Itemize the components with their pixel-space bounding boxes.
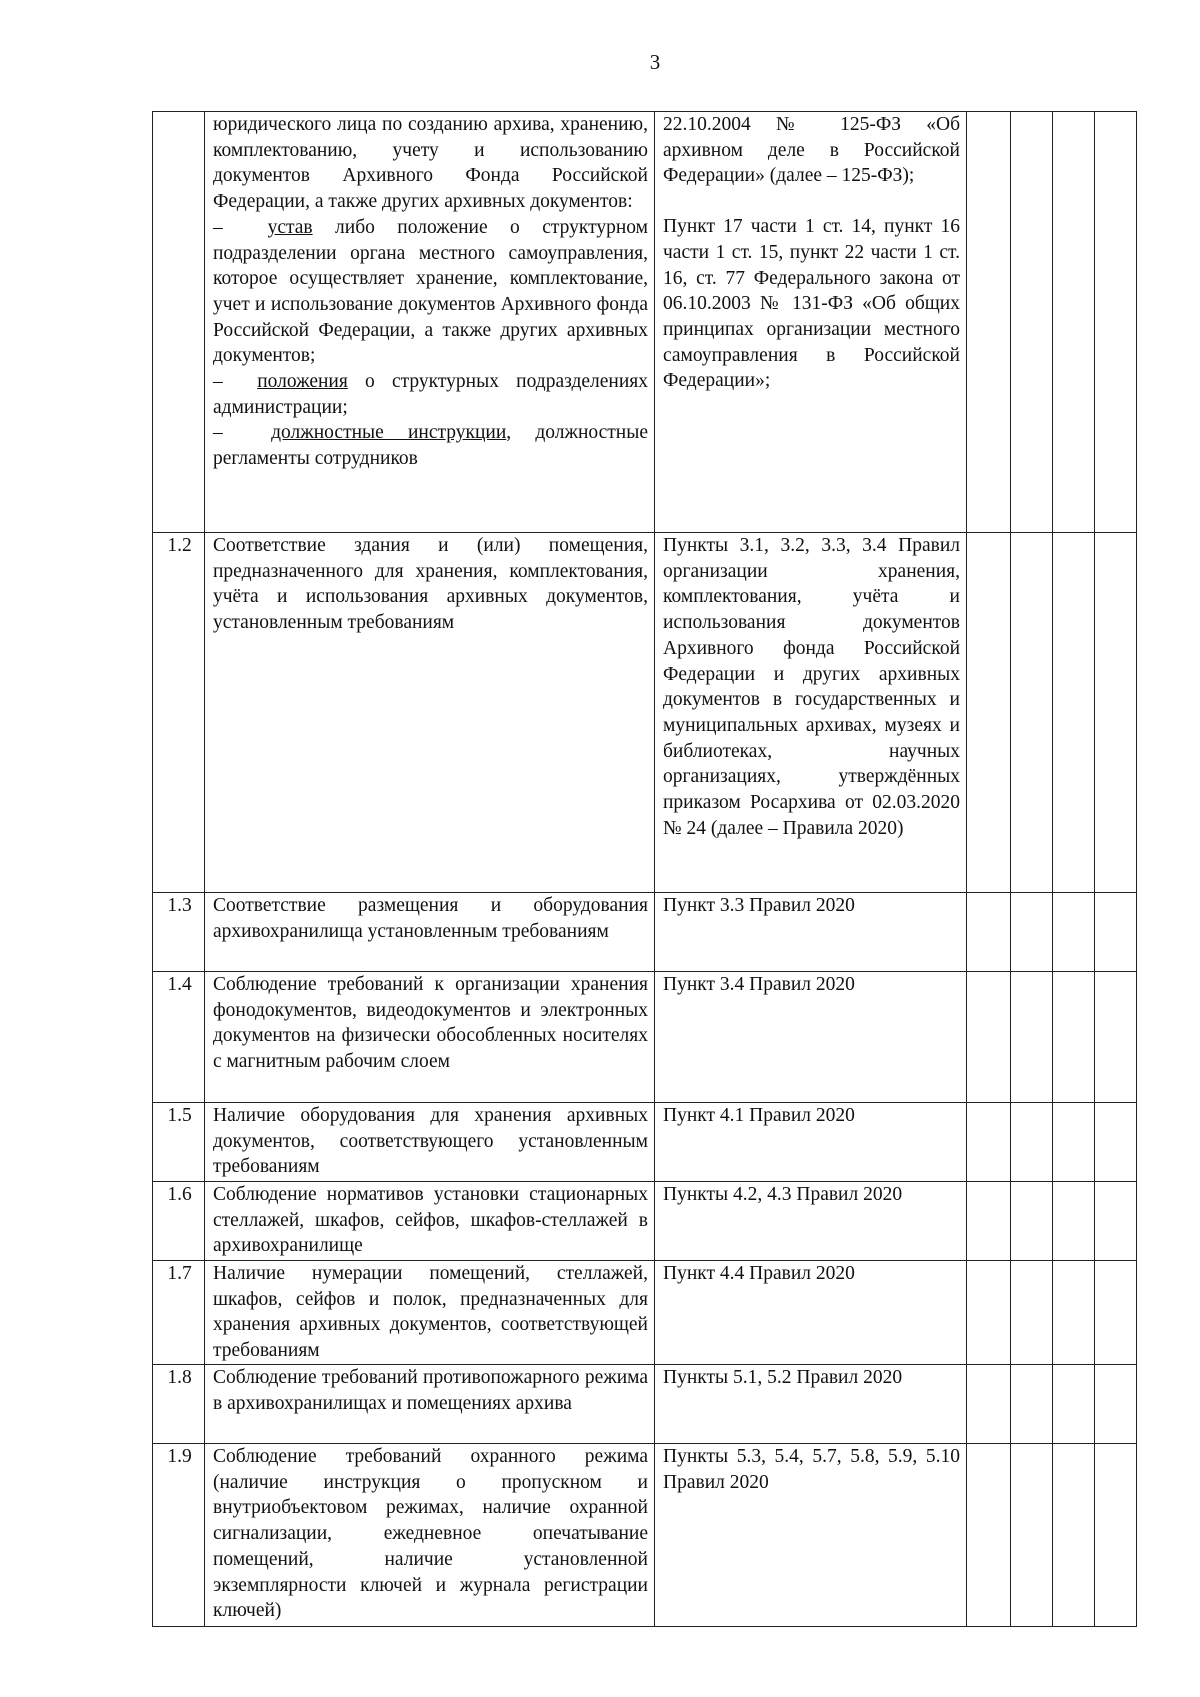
- requirement-cell: [205, 112, 655, 533]
- mark-cell: [1011, 533, 1053, 893]
- legal-basis-cell: Пункты 4.2, 4.3 Правил 2020: [655, 1182, 967, 1261]
- mark-cell: [1053, 1365, 1095, 1444]
- row-number: 1.2: [153, 533, 205, 893]
- underlined-term: должностные инструкции: [271, 422, 507, 444]
- mark-cell: [1095, 1365, 1137, 1444]
- list-item: [213, 215, 648, 369]
- legal-basis-cell: [655, 112, 967, 533]
- mark-cell: [1011, 1103, 1053, 1182]
- table-row: [153, 112, 1137, 533]
- requirement-cell: Наличие оборудования для хранения архивных документов, соответствующего установленным требованиям: [205, 1103, 655, 1182]
- checklist-table: [152, 111, 1137, 1627]
- requirement-intro: юридического лица по созданию архива, хранению, комплектованию, учету и использованию документов Архивного Фонда Российской Федерации, а также других архивных документов:: [213, 114, 648, 213]
- mark-cell: [1011, 1365, 1053, 1444]
- mark-cell: [1095, 533, 1137, 893]
- mark-cell: [967, 1103, 1011, 1182]
- legal-basis-cell: Пункты 3.1, 3.2, 3.3, 3.4 Правил организации хранения, комплектования, учёта и использования документов Архивного фонда Российской Федерации и других архивных документов в государственных и муниципальных архивах, музеях и библиотеках, научных организациях, утверждённых приказом Росархива от 02.03.2020 № 24 (далее – Правила 2020): [655, 533, 967, 893]
- mark-cell: [1011, 1444, 1053, 1627]
- mark-cell: [1053, 112, 1095, 533]
- mark-cell: [1011, 893, 1053, 972]
- table-row: [153, 1365, 1137, 1444]
- requirement-cell: Соблюдение требований противопожарного режима в архивохранилищах и помещениях архива: [205, 1365, 655, 1444]
- list-item-text: , должностные регламенты сотрудников: [213, 422, 648, 470]
- mark-cell: [1095, 972, 1137, 1103]
- mark-cell: [1053, 1444, 1095, 1627]
- row-number: [153, 112, 205, 533]
- table-row: [153, 1444, 1137, 1627]
- legal-basis-cell: Пункт 3.4 Правил 2020: [655, 972, 967, 1103]
- mark-cell: [1011, 972, 1053, 1103]
- legal-basis-cell: Пункты 5.3, 5.4, 5.7, 5.8, 5.9, 5.10 Правил 2020: [655, 1444, 967, 1627]
- mark-cell: [1095, 1261, 1137, 1365]
- row-number: 1.6: [153, 1182, 205, 1261]
- mark-cell: [1011, 1261, 1053, 1365]
- dash: –: [213, 371, 223, 393]
- legal-basis-cell: Пункт 4.4 Правил 2020: [655, 1261, 967, 1365]
- mark-cell: [967, 1444, 1011, 1627]
- list-item: [213, 369, 648, 420]
- list-item-text: о структурных подразделениях администрации;: [213, 371, 649, 418]
- mark-cell: [1053, 972, 1095, 1103]
- table-row: [153, 1103, 1137, 1182]
- mark-cell: [1011, 1182, 1053, 1261]
- mark-cell: [967, 112, 1011, 533]
- mark-cell: [1053, 1103, 1095, 1182]
- table-row: [153, 972, 1137, 1103]
- list-item: [213, 420, 648, 471]
- mark-cell: [1095, 1103, 1137, 1182]
- spacer: [663, 189, 960, 214]
- mark-cell: [967, 972, 1011, 1103]
- dash: –: [213, 422, 223, 444]
- requirement-cell: Наличие нумерации помещений, стеллажей, шкафов, сейфов и полок, предназначенных для хранения архивных документов, соответствующей требованиям: [205, 1261, 655, 1365]
- row-number: 1.3: [153, 893, 205, 972]
- underlined-term: устав: [267, 216, 313, 238]
- requirement-cell: Соблюдение требований к организации хранения фонодокументов, видеодокументов и электронных документов на физически обособленных носителях с магнитным рабочим слоем: [205, 972, 655, 1103]
- legal-basis-cell: Пункт 3.3 Правил 2020: [655, 893, 967, 972]
- requirement-cell: Соответствие размещения и оборудования архивохранилища установленным требованиям: [205, 893, 655, 972]
- mark-cell: [967, 1261, 1011, 1365]
- table-row: [153, 893, 1137, 972]
- mark-cell: [1053, 1182, 1095, 1261]
- row-number: 1.4: [153, 972, 205, 1103]
- mark-cell: [1095, 1444, 1137, 1627]
- mark-cell: [967, 533, 1011, 893]
- row-number: 1.8: [153, 1365, 205, 1444]
- legal-basis-part: 22.10.2004 № 125-ФЗ «Об архивном деле в Российской Федерации» (далее – 125-ФЗ);: [663, 114, 960, 187]
- list-item-text: либо положение о структурном подразделении органа местного самоуправления, которое осуществляет хранение, комплектование, учет и использование документов Архивного фонда Российской Федерации, а также других архивных документов;: [213, 216, 649, 367]
- mark-cell: [967, 893, 1011, 972]
- legal-basis-cell: Пункты 5.1, 5.2 Правил 2020: [655, 1365, 967, 1444]
- row-number: 1.9: [153, 1444, 205, 1627]
- mark-cell: [1095, 112, 1137, 533]
- mark-cell: [1053, 893, 1095, 972]
- underlined-term: положения: [257, 371, 348, 393]
- row-number: 1.5: [153, 1103, 205, 1182]
- mark-cell: [1053, 1261, 1095, 1365]
- page-number: 3: [649, 50, 661, 74]
- dash: –: [213, 216, 223, 238]
- requirement-cell: Соблюдение требований охранного режима (наличие инструкция о пропускном и внутриобъектовом режимах, наличие охранной сигнализации, ежедневное опечатывание помещений, наличие установленной экземплярности ключей и журнала регистрации ключей): [205, 1444, 655, 1627]
- table-row: [153, 533, 1137, 893]
- requirement-cell: Соблюдение нормативов установки стационарных стеллажей, шкафов, сейфов, шкафов-стеллажей в архивохранилище: [205, 1182, 655, 1261]
- requirement-cell: Соответствие здания и (или) помещения, предназначенного для хранения, комплектования, учёта и использования архивных документов, установленным требованиям: [205, 533, 655, 893]
- table-row: [153, 1261, 1137, 1365]
- mark-cell: [1011, 112, 1053, 533]
- mark-cell: [967, 1182, 1011, 1261]
- mark-cell: [1095, 893, 1137, 972]
- table-row: [153, 1182, 1137, 1261]
- mark-cell: [1095, 1182, 1137, 1261]
- mark-cell: [1053, 533, 1095, 893]
- mark-cell: [967, 1365, 1011, 1444]
- legal-basis-part: Пункт 17 части 1 ст. 14, пункт 16 части 1 ст. 15, пункт 22 части 1 ст. 16, ст. 77 Федерального закона от 06.10.2003 № 131-ФЗ «Об общих принципах организации местного самоуправления в Российской Федерации»;: [663, 216, 960, 392]
- legal-basis-cell: Пункт 4.1 Правил 2020: [655, 1103, 967, 1182]
- row-number: 1.7: [153, 1261, 205, 1365]
